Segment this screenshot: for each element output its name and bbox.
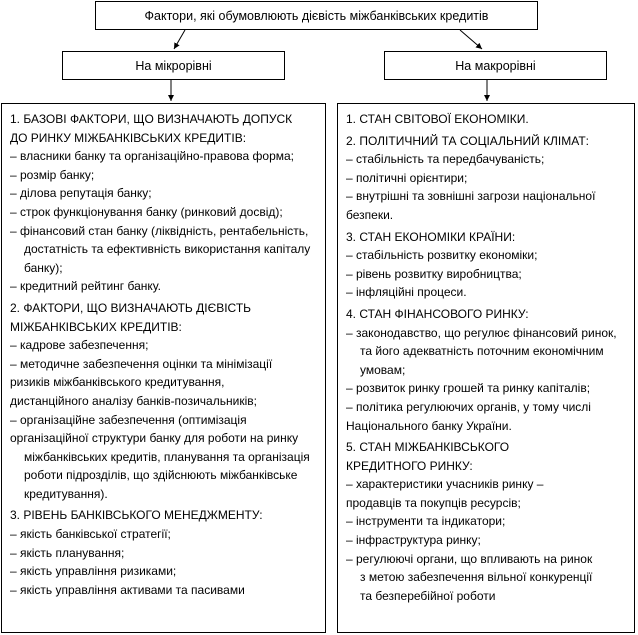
arrow-title-to-micro bbox=[174, 30, 185, 49]
micro-factor-line: – кредитний рейтинг банку. bbox=[10, 279, 161, 294]
micro-factor-line: організаційної структури банку для роботи на ринку bbox=[10, 431, 299, 446]
macro-factor-line: та його адекватність поточним економічним bbox=[360, 344, 604, 359]
macro-factor-line: – внутрішні та зовнішні загрози національної bbox=[346, 189, 596, 204]
macro-factor-line: – політика регулюючих органів, у тому числі bbox=[346, 399, 591, 414]
macro-level-header-text: На макрорівні bbox=[455, 58, 536, 73]
micro-factor-line: 1. БАЗОВІ ФАКТОРИ, ЩО ВИЗНАЧАЮТЬ ДОПУСК bbox=[10, 112, 293, 126]
micro-factor-line: – строк функціонування банку (ринковий досвід); bbox=[10, 204, 283, 219]
micro-factor-line: – власники банку та організаційно-правова форма; bbox=[10, 149, 295, 164]
micro-level-factors-panel bbox=[1, 103, 326, 633]
macro-factor-line: продавців та покупців ресурсів; bbox=[346, 495, 521, 510]
micro-factor-line: 3. РІВЕНЬ БАНКІВСЬКОГО МЕНЕДЖМЕНТУ: bbox=[10, 508, 263, 523]
macro-factor-line: – стабільність та передбачуваність; bbox=[346, 152, 545, 167]
micro-factor-line: 2. ФАКТОРИ, ЩО ВИЗНАЧАЮТЬ ДІЄВІСТЬ bbox=[10, 300, 252, 315]
macro-factor-line: 2. ПОЛІТИЧНИЙ ТА СОЦІАЛЬНИЙ КЛІМАТ: bbox=[346, 133, 589, 148]
micro-factor-line: – організаційне забезпечення (оптимізація bbox=[10, 412, 247, 427]
macro-factor-line: – політичні орієнтири; bbox=[346, 170, 468, 185]
micro-factor-line: достатність та ефективність використання капіталу bbox=[24, 242, 311, 257]
diagram-title bbox=[95, 1, 538, 30]
micro-factor-line: міжбанківських кредитів, планування та організація bbox=[24, 449, 310, 464]
arrow-title-to-macro bbox=[460, 30, 482, 49]
micro-level-header-text: На мікрорівні bbox=[135, 58, 212, 73]
macro-factor-line: – інструменти та індикатори; bbox=[346, 514, 506, 529]
micro-factor-line: – якість управління ризиками; bbox=[10, 564, 177, 579]
macro-factor-line: та безперебійної роботи bbox=[360, 588, 496, 603]
micro-factor-line: банку); bbox=[24, 260, 63, 275]
micro-factor-line: – якість управління активами та пасивами bbox=[10, 582, 245, 597]
macro-factor-line: умовам; bbox=[360, 362, 406, 377]
macro-level-factors-panel bbox=[337, 103, 635, 633]
macro-factor-line: – інфраструктура ринку; bbox=[346, 533, 481, 548]
macro-factor-line: – розвиток ринку грошей та ринку капіталів; bbox=[346, 381, 591, 396]
macro-factor-line: Національного банку України. bbox=[346, 418, 512, 433]
macro-factor-line: – інфляційні процеси. bbox=[346, 285, 467, 300]
micro-factor-line: дистанційного аналізу банків-позичальників; bbox=[10, 393, 257, 408]
diagram-title-text: Фактори, які обумовлюють дієвість міжбанківських кредитів bbox=[144, 8, 489, 23]
micro-factor-line: кредитування). bbox=[24, 486, 108, 501]
micro-factor-line: МІЖБАНКІВСЬКИХ КРЕДИТІВ: bbox=[10, 319, 182, 334]
macro-factor-line: – рівень розвитку виробництва; bbox=[346, 266, 522, 281]
macro-level-header bbox=[384, 51, 607, 80]
macro-factor-line: – регулюючі органи, що впливають на ринок bbox=[346, 551, 593, 566]
micro-factor-line: – методичне забезпечення оцінки та мінімізації bbox=[10, 356, 273, 371]
micro-factor-line: – ділова репутація банку; bbox=[10, 186, 152, 201]
macro-factor-line: 4. СТАН ФІНАНСОВОГО РИНКУ: bbox=[346, 306, 529, 321]
micro-factor-line: ризиків міжбанківського кредитування, bbox=[10, 375, 225, 390]
micro-factor-line: роботи підрозділів, що здійснюють міжбанківське bbox=[24, 468, 298, 483]
macro-factor-line: – стабільність розвитку економіки; bbox=[346, 248, 538, 263]
micro-factor-line: – фінансовий стан банку (ліквідність, рентабельність, bbox=[10, 223, 309, 238]
micro-factor-line: – якість планування; bbox=[10, 545, 125, 560]
macro-factor-line: 1. СТАН СВІТОВОЇ ЕКОНОМІКИ. bbox=[346, 112, 529, 126]
macro-factor-line: – законодавство, що регулює фінансовий ринок, bbox=[346, 325, 617, 340]
micro-factor-line: – якість банківської стратегії; bbox=[10, 527, 171, 542]
macro-factor-line: – характеристики учасників ринку – bbox=[346, 477, 544, 492]
macro-factor-line: безпеки. bbox=[346, 207, 394, 222]
micro-factor-line: ДО РИНКУ МІЖБАНКІВСЬКИХ КРЕДИТІВ: bbox=[10, 130, 247, 145]
micro-level-header bbox=[62, 51, 285, 80]
macro-factor-line: 5. СТАН МІЖБАНКІВСЬКОГО bbox=[346, 440, 510, 455]
macro-factor-line: 3. СТАН ЕКОНОМІКИ КРАЇНИ: bbox=[346, 229, 516, 244]
micro-factor-line: – кадрове забезпечення; bbox=[10, 338, 149, 353]
macro-factor-line: КРЕДИТНОГО РИНКУ: bbox=[346, 458, 473, 473]
macro-factor-line: з метою забезпечення вільної конкуренції bbox=[360, 570, 593, 585]
micro-factor-line: – розмір банку; bbox=[10, 167, 95, 182]
